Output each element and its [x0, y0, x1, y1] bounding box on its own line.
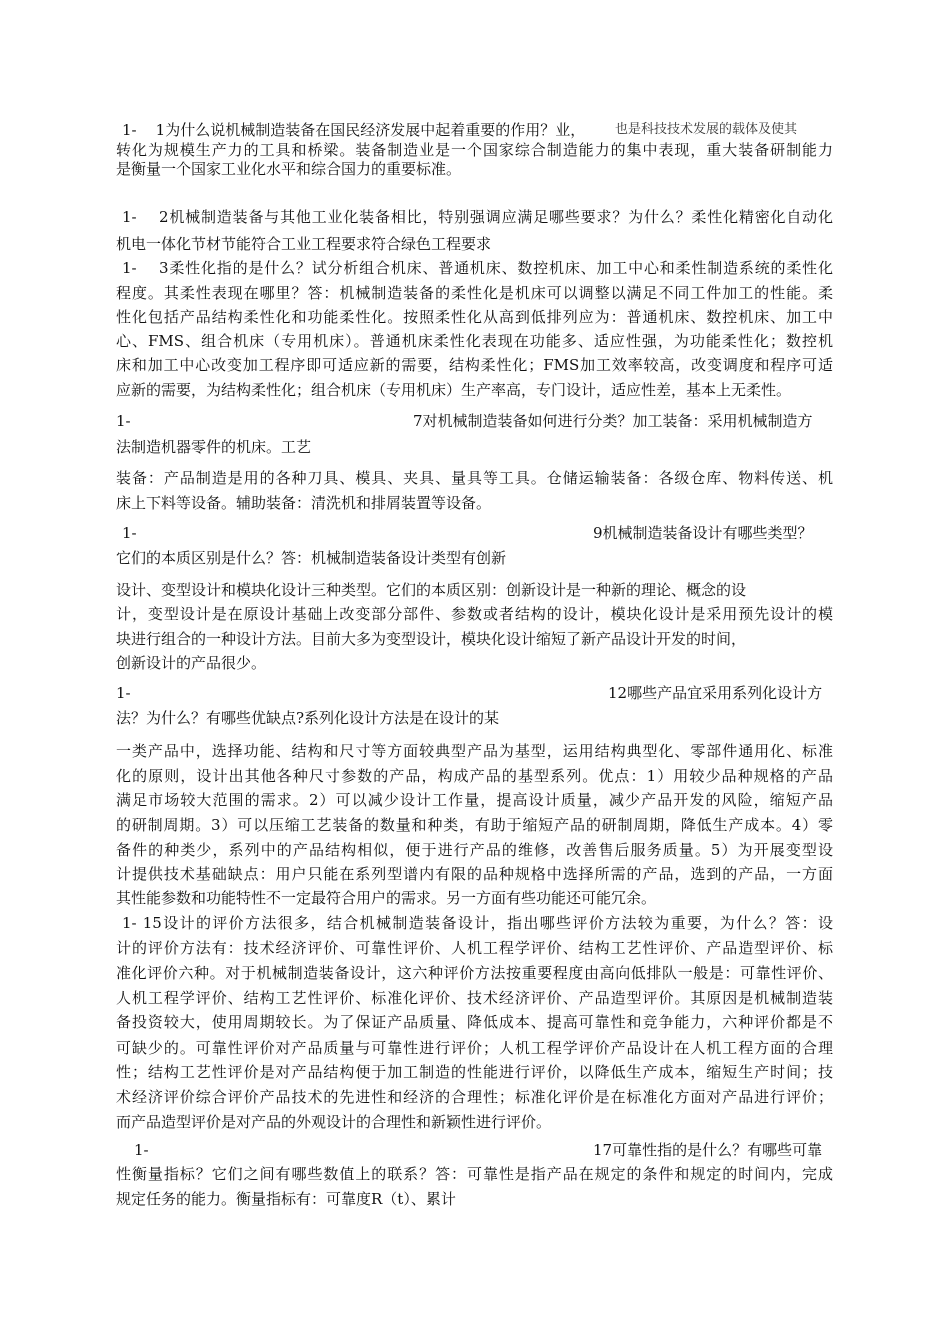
q9-number: 1- — [122, 524, 137, 542]
q9-line-4: 计，变型设计是在原设计基础上改变部分部件、参数或者结构的设计，模块化设计是采用预先设计的模 — [116, 605, 833, 623]
q12-line-8: 计提供技术基础缺点：用户只能在系列型谱内有限的品种规格中选择所需的产品，选到的产品，一方面 — [116, 865, 833, 883]
q1-line-1: 1- 1为什么说机械制造装备在国民经济发展中起着重要的作用？业， — [122, 121, 586, 139]
q1-line-2: 转化为规模生产力的工具和桥梁。装备制造业是一个国家综合制造能力的集中表现，重大装备研制能力 — [116, 141, 833, 159]
q15-line-9: 而产品造型评价是对产品的外观设计的合理性和新颖性进行评价。 — [116, 1113, 552, 1131]
q7-line-3: 装备：产品制造是用的各种刀具、模具、夹具、量具等工具。仓储运输装备：各级仓库、物料传送、机 — [116, 469, 833, 487]
q12-number: 1- — [116, 684, 131, 702]
q15-line-1: 1- 15设计的评价方法很多，结合机械制造装备设计，指出哪些评价方法较为重要，为什么？答：设 — [122, 914, 833, 932]
q3-line-4: 心、FMS、组合机床（专用机床）。普通机床柔性化表现在功能多、适应性强，为功能柔性化；数控机 — [116, 332, 833, 350]
q9-line-3: 设计、变型设计和模块化设计三种类型。它们的本质区别：创新设计是一种新的理论、概念的设 — [116, 581, 747, 599]
q9-line-2: 它们的本质区别是什么？答：机械制造装备设计类型有创新 — [116, 549, 507, 567]
q15-line-8: 术经济评价综合评价产品技术的先进性和经济的合理性；标准化评价是在标准化方面对产品进行评价； — [116, 1088, 833, 1106]
q15-line-5: 备投资较大，使用周期较长。为了保证产品质量、降低成本、提高可靠性和竞争能力，六种评价都是不 — [116, 1013, 833, 1031]
q15-line-2: 计的评价方法有：技术经济评价、可靠性评价、人机工程学评价、结构工艺性评价、产品造型评价、标 — [116, 939, 833, 957]
q12-line-5: 满足市场较大范围的需求。2）可以减少设计工作量，提高设计质量，减少产品开发的风险，缩短产品 — [116, 791, 833, 809]
q3-line-5: 床和加工中心改变加工程序即可适应新的需要，结构柔性化；FMS加工效率较高，改变调度和程序可适 — [116, 356, 833, 374]
q17-line-2: 性衡量指标？它们之间有哪些数值上的联系？答：可靠性是指产品在规定的条件和规定的时间内，完成 — [116, 1165, 833, 1183]
q9-line-5: 块进行组合的一种设计方法。目前大多为变型设计，模块化设计缩短了新产品设计开发的时间， — [116, 630, 747, 648]
q1-line-3: 是衡量一个国家工业化水平和综合国力的重要标准。 — [116, 160, 462, 178]
q12-line-4: 化的原则，设计出其他各种尺寸参数的产品，构成产品的基型系列。优点：1）用较少品种规格的产品 — [116, 767, 833, 785]
q15-line-6: 可缺少的。可靠性评价对产品质量与可靠性进行评价；人机工程学评价产品设计在人机工程方面的合理 — [116, 1039, 833, 1057]
q9-line-6: 创新设计的产品很少。 — [116, 654, 267, 672]
q7-number: 1- — [116, 412, 131, 430]
q15-line-4: 人机工程学评价、结构工艺性评价、标准化评价、技术经济评价、产品造型评价。其原因是机械制造装 — [116, 989, 833, 1007]
q17-number: 1- — [134, 1141, 149, 1159]
q3-line-1: 1- 3柔性化指的是什么？试分析组合机床、普通机床、数控机床、加工中心和柔性制造系统的柔性化 — [122, 259, 833, 277]
q12-line-2: 法？为什么？有哪些优缺点?系列化设计方法是在设计的某 — [116, 709, 500, 727]
q7-line-4: 床上下料等设备。辅助装备：清洗机和排屑装置等设备。 — [116, 494, 492, 512]
q15-line-3: 准化评价六种。对于机械制造装备设计，这六种评价方法按重要程度由高向低排队一般是：可靠性评价、 — [116, 964, 833, 982]
q12-line-1: 12哪些产品宜采用系列化设计方 — [608, 684, 823, 702]
q3-line-6: 应新的需要，为结构柔性化；组合机床（专用机床）生产率高，专门设计，适应性差，基本上无柔性。 — [116, 381, 792, 399]
q3-line-3: 性化包括产品结构柔性化和功能柔性化。按照柔性化从高到低排列应为：普通机床、数控机床、加工中 — [116, 308, 833, 326]
q3-line-2: 程度。其柔性表现在哪里？答：机械制造装备的柔性化是机床可以调整以满足不同工件加工的性能。柔 — [116, 284, 833, 302]
q12-line-7: 备件的种类少，系列中的产品结构相似，便于进行产品的维修，改善售后服务质量。5）为开展变型设 — [116, 841, 833, 859]
q2-line-1: 1- 2机械制造装备与其他工业化装备相比，特别强调应满足哪些要求？为什么？柔性化精密化自动化 — [122, 208, 833, 226]
q7-line-1: 7对机械制造装备如何进行分类？加工装备：采用机械制造方 — [413, 412, 813, 430]
q12-line-6: 的研制周期。3）可以压缩工艺装备的数量和种类，有助于缩短产品的研制周期，降低生产成本。4）零 — [116, 816, 833, 834]
q9-line-1: 9机械制造装备设计有哪些类型？ — [593, 524, 813, 542]
q17-line-1: 17可靠性指的是什么？有哪些可靠 — [593, 1141, 823, 1159]
q15-line-7: 性；结构工艺性评价是对产品结构便于加工制造的性能进行评价，以降低生产成本，缩短生产时间；技 — [116, 1063, 833, 1081]
q17-line-3: 规定任务的能力。衡量指标有：可靠度R（t）、累计 — [116, 1190, 456, 1208]
q12-line-9: 其性能参数和功能特性不一定最符合用户的需求。另一方面有些功能还可能冗余。 — [116, 889, 657, 907]
q1-overlap-text: 也是科技技术发展的载体及使其 — [615, 122, 798, 137]
q12-line-3: 一类产品中，选择功能、结构和尺寸等方面较典型产品为基型，运用结构典型化、零部件通用化、标准 — [116, 742, 833, 760]
q7-line-2: 法制造机器零件的机床。工艺 — [116, 438, 312, 456]
q2-line-2: 机电一体化节材节能符合工业工程要求符合绿色工程要求 — [116, 235, 492, 253]
